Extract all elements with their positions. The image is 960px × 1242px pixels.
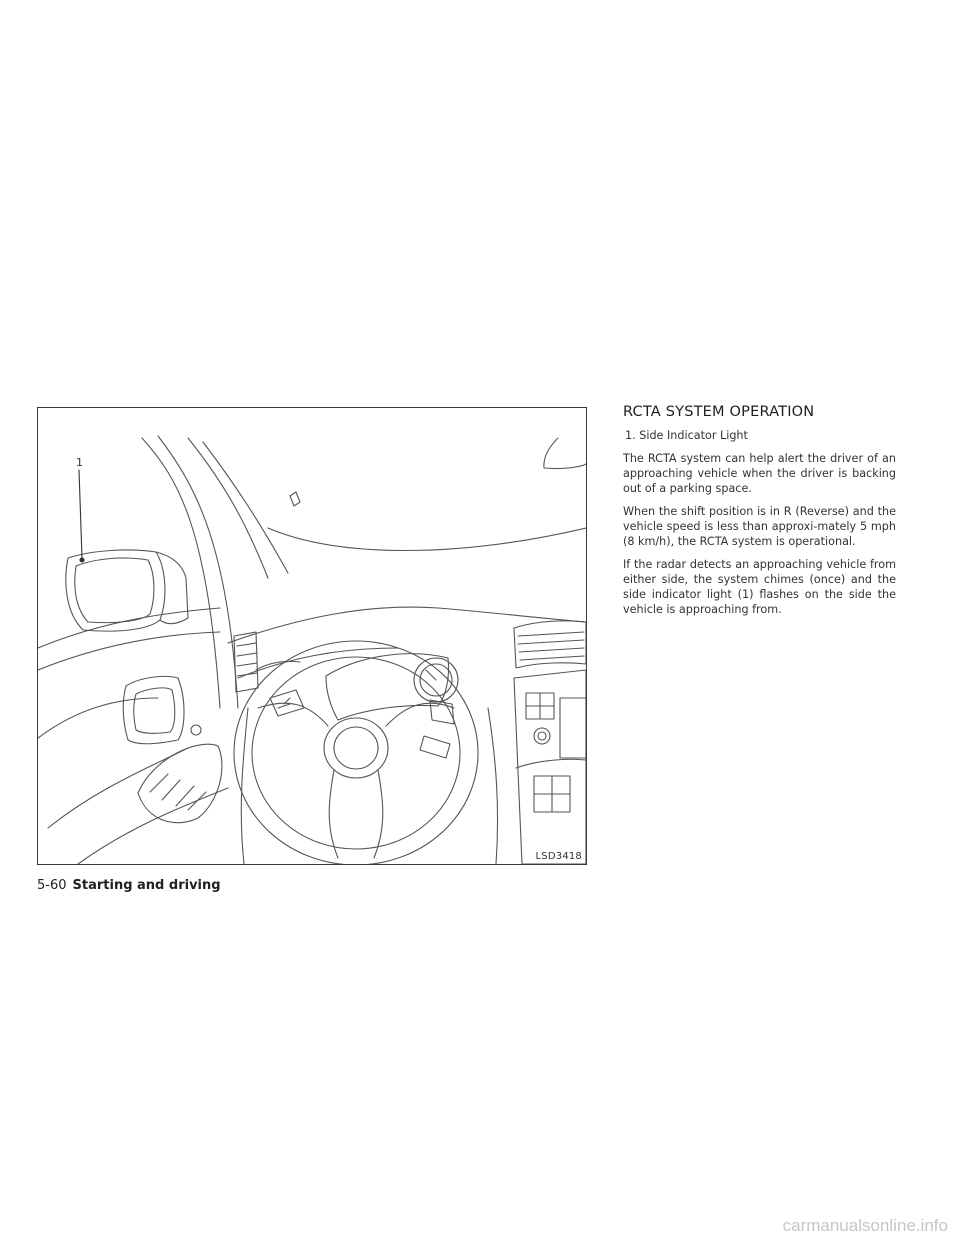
watermark-text: carmanualsonline.info <box>782 1216 948 1235</box>
paragraph-alert: If the radar detects an approaching vehicle from either side, the system chimes (once) and the side indicator light (1) flashes on the side the vehicle is approaching from. <box>623 558 896 616</box>
page-number: 5-60 <box>37 878 67 893</box>
dashboard-line-drawing <box>38 408 586 864</box>
paragraph-intro: The RCTA system can help alert the driver of an approaching vehicle when the driver is backing out of a parking space. <box>623 452 896 495</box>
chapter-title: Starting and driving <box>72 878 221 893</box>
section-title: RCTA SYSTEM OPERATION <box>623 404 815 420</box>
figure-code: LSD3418 <box>535 851 582 862</box>
page-footer <box>37 878 221 893</box>
callout-number: 1 <box>76 456 83 469</box>
callout-legend-item: 1. Side Indicator Light <box>625 429 748 442</box>
paragraph-conditions: When the shift position is in R (Reverse) and the vehicle speed is less than approxi-mately 5 mph (8 km/h), the RCTA system is operational. <box>623 505 896 548</box>
text-column <box>623 404 896 625</box>
dashboard-illustration <box>37 407 587 865</box>
